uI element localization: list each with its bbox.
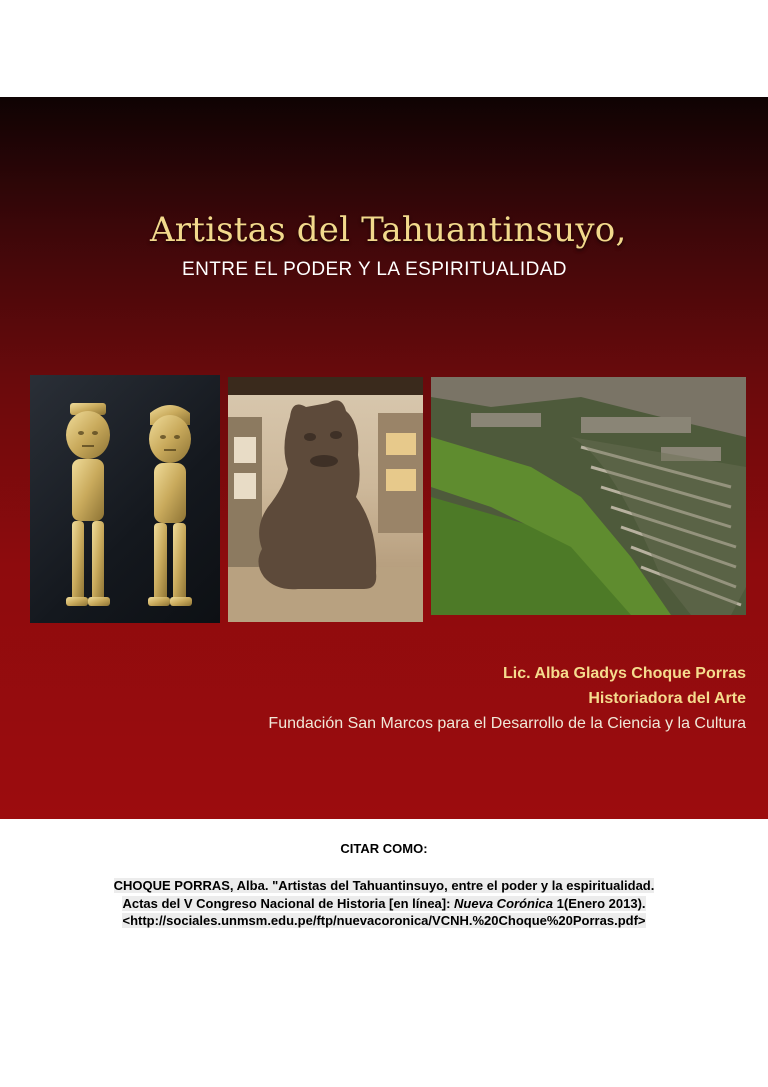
cover-subtitle: ENTRE EL PODER Y LA ESPIRITUALIDAD <box>182 259 567 280</box>
citation-proceedings <box>122 896 645 911</box>
citation-url[interactable]: <http://sociales.unmsm.edu.pe/ftp/nuevacoronica/VCNH.%20Choque%20Porras.pdf> <box>122 913 646 928</box>
citation-issue: 1(Enero 2013). <box>553 895 646 911</box>
citation-reference: CHOQUE PORRAS, Alba. "Artistas del Tahuantinsuyo, entre el poder y la espiritualidad. <box>113 878 655 893</box>
cover-panel <box>0 97 768 819</box>
author-affiliation: Fundación San Marcos para el Desarrollo de la Ciencia y la Cultura <box>268 715 746 732</box>
citation-line-2 <box>0 895 768 913</box>
citation-body <box>0 877 768 930</box>
citation-line-1 <box>0 877 768 895</box>
cover-title: Artistas del Tahuantinsuyo, <box>150 210 627 250</box>
author-role: Historiadora del Arte <box>588 690 746 707</box>
figurines-illustration <box>30 375 220 623</box>
citation-line-3 <box>0 912 768 930</box>
terraces-illustration <box>431 377 746 615</box>
citation-proceedings-text: Actas del V Congreso Nacional de Historia [en línea]: <box>122 895 455 911</box>
author-name: Lic. Alba Gladys Choque Porras <box>502 665 746 682</box>
photo-gold-figurines <box>30 375 220 623</box>
photo-stone-feline <box>228 377 423 622</box>
photo-inca-terraces <box>431 377 746 615</box>
stone-feline-illustration <box>228 377 423 622</box>
citation-heading: CITAR COMO: <box>340 841 428 856</box>
citation-journal-title: Nueva Corónica <box>454 895 554 911</box>
